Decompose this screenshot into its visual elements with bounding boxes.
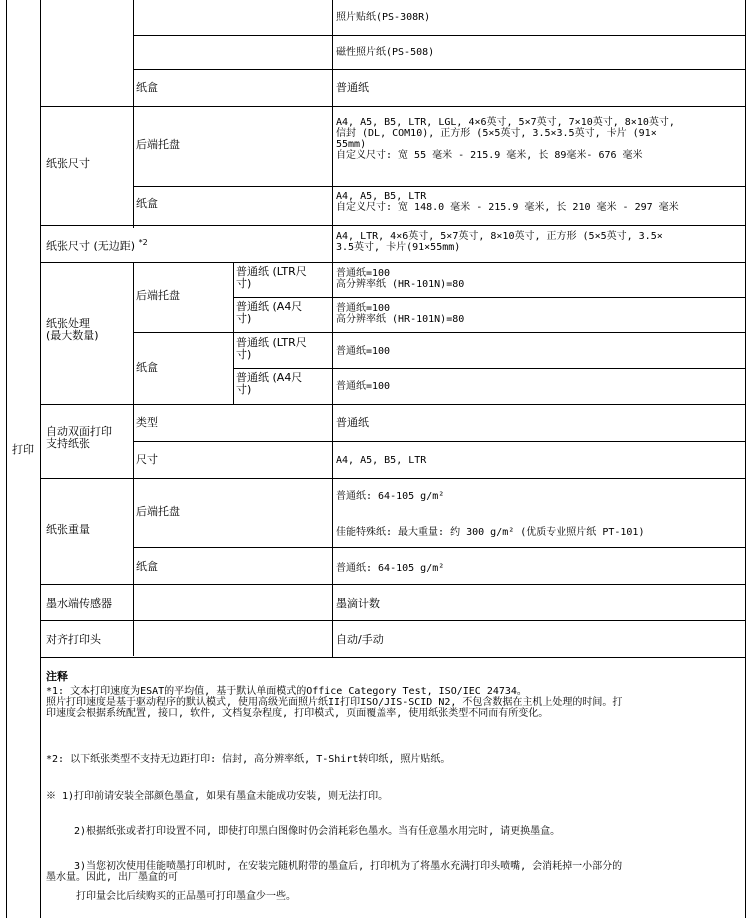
notes-title: 注释 <box>46 670 68 683</box>
footnote-ref: *2 <box>138 238 148 247</box>
note-5 <box>46 861 744 883</box>
value-cassette-types: 普通纸 <box>336 81 369 94</box>
grid-line <box>133 69 745 70</box>
section-label: 打印 <box>12 443 34 456</box>
grid-line <box>133 186 745 187</box>
sub-label-rear-tray: 后端托盘 <box>136 289 180 302</box>
grid-line <box>40 262 745 263</box>
sub-label-cassette: 纸盒 <box>136 361 158 374</box>
grid-line <box>133 441 745 442</box>
value-paper-size-cassette: A4, A5, B5, LTR 自定义尺寸: 宽 148.0 毫米 - 215.9 毫米, 长 210 毫米 - 297 毫米 <box>336 191 679 213</box>
value-cassette-a4: 普通纸=100 <box>336 381 391 392</box>
grid-line <box>40 404 745 405</box>
value-paper-size-rear: A4, A5, B5, LTR, LGL, 4×6英寸, 5×7英寸, 7×10英寸, 8×10英寸, 信封 (DL, COM10), 正方形 (5×5英寸, 3.5×3.5英寸, 卡片 (91× 55mm) 自定义尺寸: 宽 55 毫米 - 215.9 毫米, 长 89毫米- 676 毫米 <box>336 117 675 161</box>
value-duplex-type: 普通纸 <box>336 416 369 429</box>
grid-line <box>233 368 745 369</box>
sub-label-cassette: 纸盒 <box>136 81 158 94</box>
note-4: 2)根据纸张或者打印设置不同, 即使打印黑白图像时仍会消耗彩色墨水。当有任意墨水用完时, 请更换墨盒。 <box>74 826 561 837</box>
label-text: 纸张尺寸 (无边距) <box>46 239 136 253</box>
note-1: *1: 文本打印速度为ESAT的平均值, 基于默认单面模式的Office Category Test, ISO/IEC 24734。 照片打印速度是基于驱动程序的默认模式, 使用高级光面照片纸II打印ISO/JIS-SCID N2, 不包含数据在主机上处理的时间。打 印速度会根据系统配置, 接口, 软件, 文档复杂程度, 打印模式, 页面覆盖率, 使用纸张类型不同而有所变化。 <box>46 686 623 719</box>
note-5-text: 3)当您初次使用佳能喷墨打印机时, 在安装完随机附带的墨盒后, 打印机为了将墨水充满打印头喷嘴, 会消耗掉一小部分的 墨水量。因此, 出厂墨盒的可 <box>46 861 623 883</box>
type-plain-a4: 普通纸 (A4尺 寸) <box>236 371 303 396</box>
label-paper-handling: 纸张处理 (最大数量) <box>46 317 99 342</box>
label-duplex-paper: 自动双面打印 支持纸张 <box>46 425 112 450</box>
value-duplex-size: A4, A5, B5, LTR <box>336 455 427 466</box>
grid-line <box>133 35 745 36</box>
grid-line <box>40 620 745 621</box>
grid-line <box>40 584 745 585</box>
sub-label-size: 尺寸 <box>136 453 158 466</box>
grid-line <box>40 0 41 918</box>
note-2: *2: 以下纸张类型不支持无边距打印: 信封, 高分辨率纸, T-Shirt转印纸, 照片贴纸。 <box>46 754 451 765</box>
value-photo-sticker: 照片贴纸(PS-308R) <box>336 12 431 23</box>
grid-line <box>133 547 745 548</box>
value-borderless-size: A4, LTR, 4×6英寸, 5×7英寸, 8×10英寸, 正方形 (5×5英寸, 3.5× 3.5英寸, 卡片(91×55mm) <box>336 231 663 253</box>
value-rear-a4: 普通纸=100 高分辨率纸 (HR-101N)=80 <box>336 303 465 325</box>
value-head-alignment: 自动/手动 <box>336 633 384 646</box>
value-weight-plain: 普通纸: 64-105 g/m² <box>336 491 445 502</box>
label-borderless-size <box>46 237 148 253</box>
type-plain-ltr: 普通纸 (LTR尺 寸) <box>236 265 307 290</box>
type-plain-ltr: 普通纸 (LTR尺 寸) <box>236 336 307 361</box>
sub-label-cassette: 纸盒 <box>136 560 158 573</box>
value-cassette-ltr: 普通纸=100 <box>336 346 391 357</box>
label-ink-sensor: 墨水端传感器 <box>46 597 112 610</box>
label-paper-size: 纸张尺寸 <box>46 157 90 170</box>
note-3: ※ 1)打印前请安装全部颜色墨盒, 如果有墨盒未能成功安装, 则无法打印。 <box>46 791 389 802</box>
grid-line <box>233 262 234 404</box>
grid-line <box>40 225 745 226</box>
grid-line <box>6 0 7 918</box>
grid-line <box>40 106 745 107</box>
type-plain-a4: 普通纸 (A4尺 寸) <box>236 300 303 325</box>
value-weight-cassette: 普通纸: 64-105 g/m² <box>336 563 445 574</box>
spec-table <box>6 0 746 918</box>
sub-label-type: 类型 <box>136 416 158 429</box>
sub-label-rear-tray: 后端托盘 <box>136 138 180 151</box>
sub-label-cassette: 纸盒 <box>136 197 158 210</box>
label-paper-weight: 纸张重量 <box>46 523 90 536</box>
grid-line <box>332 0 333 658</box>
label-head-alignment: 对齐打印头 <box>46 633 101 646</box>
value-rear-ltr: 普通纸=100 高分辨率纸 (HR-101N)=80 <box>336 268 465 290</box>
value-weight-special: 佳能特殊纸: 最大重量: 约 300 g/m² (优质专业照片纸 PT-101) <box>336 527 645 538</box>
grid-line <box>40 478 745 479</box>
note-6: 打印量会比后续购买的正品墨可打印墨盒少一些。 <box>76 891 296 902</box>
grid-line <box>745 0 746 918</box>
value-ink-sensor: 墨滴计数 <box>336 597 380 610</box>
grid-line <box>133 332 745 333</box>
grid-line <box>233 297 745 298</box>
value-magnetic-paper: 磁性照片纸(PS-508) <box>336 47 435 58</box>
sub-label-rear-tray: 后端托盘 <box>136 505 180 518</box>
grid-line <box>40 657 745 658</box>
grid-line <box>133 262 134 656</box>
